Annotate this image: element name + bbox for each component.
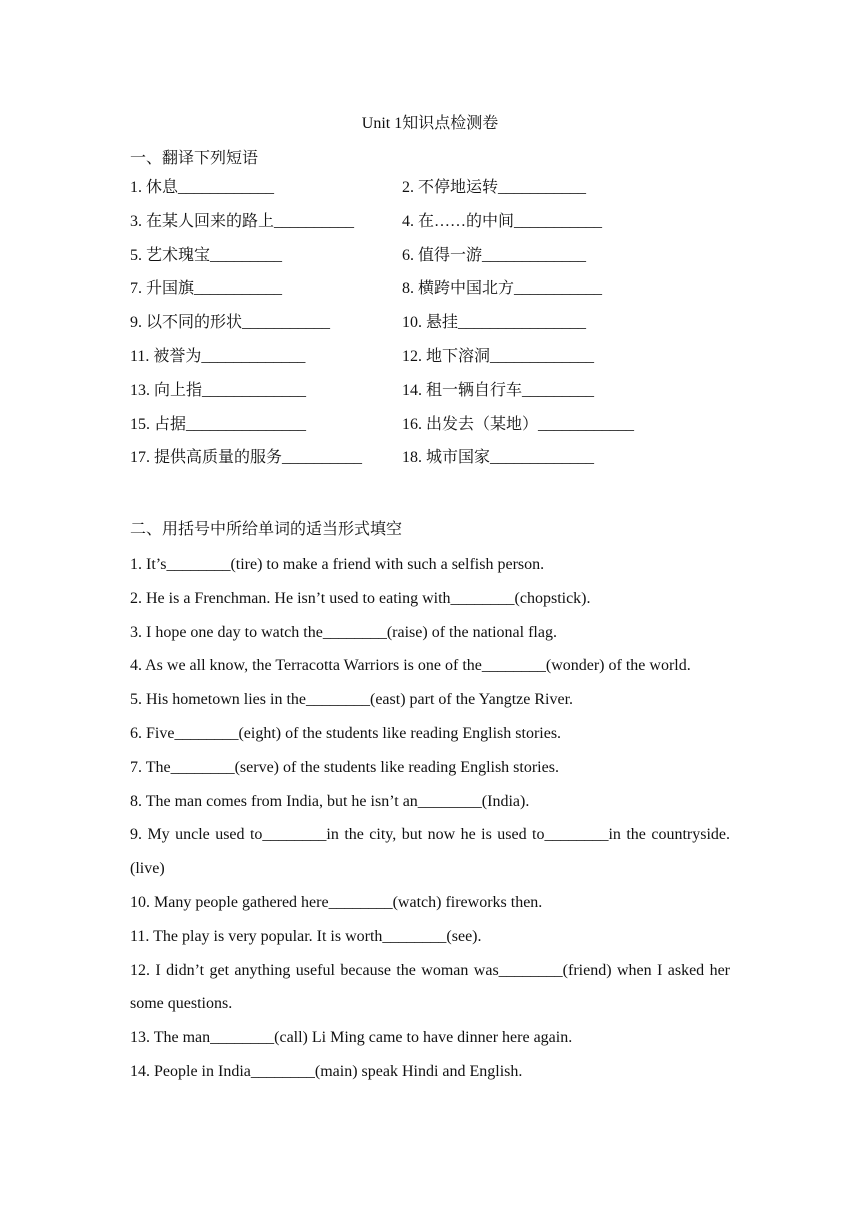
phrase-item: 16. 出发去（某地）____________ — [402, 415, 635, 433]
phrase-item: 5. 艺术瑰宝_________ — [130, 246, 283, 264]
phrase-item: 13. 向上指_____________ — [130, 381, 307, 399]
question-item: 2. He is a Frenchman. He isn’t used to eating with________(chopstick). — [130, 589, 591, 607]
question-item: 9. My uncle used to________in the city, but now he is used to________in the countryside.(live) — [130, 826, 730, 878]
phrase-item: 3. 在某人回来的路上__________ — [130, 212, 355, 230]
phrase-item: 7. 升国旗___________ — [130, 280, 283, 298]
phrase-item: 8. 横跨中国北方___________ — [402, 280, 603, 298]
phrase-item: 15. 占据_______________ — [130, 415, 307, 433]
question-item: 3. I hope one day to watch the________(raise) of the national flag. — [130, 623, 557, 641]
fill-blank-list — [130, 548, 730, 1089]
question-item: 8. The man comes from India, but he isn’t an________(India). — [130, 792, 530, 810]
phrase-translation-grid — [130, 174, 730, 478]
phrase-item: 4. 在……的中间___________ — [402, 212, 603, 230]
page-title: Unit 1知识点检测卷 — [361, 115, 499, 132]
phrase-item: 1. 休息____________ — [130, 179, 275, 196]
phrase-row — [130, 343, 730, 377]
section1-heading: 一、翻译下列短语 — [130, 150, 259, 167]
phrase-item: 17. 提供高质量的服务__________ — [130, 449, 363, 467]
phrase-item: 18. 城市国家_____________ — [402, 449, 595, 467]
phrase-row — [130, 208, 730, 242]
phrase-item: 2. 不停地运转___________ — [402, 179, 587, 196]
phrase-row — [130, 275, 730, 309]
phrase-item: 11. 被誉为_____________ — [130, 347, 306, 365]
phrase-row — [130, 411, 730, 445]
phrase-row — [130, 377, 730, 411]
question-item: 1. It’s________(tire) to make a friend with such a selfish person. — [130, 556, 545, 573]
phrase-item: 12. 地下溶洞_____________ — [402, 347, 595, 365]
question-item: 6. Five________(eight) of the students like reading English stories. — [130, 724, 562, 742]
phrase-item: 9. 以不同的形状___________ — [130, 314, 331, 332]
question-item: 12. I didn’t get anything useful because the woman was________(friend) when I asked her some questions. — [130, 961, 730, 1013]
phrase-item: 6. 值得一游_____________ — [402, 246, 587, 264]
phrase-row — [130, 309, 730, 343]
question-item: 13. The man________(call) Li Ming came to have dinner here again. — [130, 1029, 573, 1047]
phrase-row — [130, 174, 730, 208]
question-item: 5. His hometown lies in the________(east) part of the Yangtze River. — [130, 691, 574, 709]
phrase-row — [130, 242, 730, 276]
question-item: 4. As we all know, the Terracotta Warriors is one of the________(wonder) of the world. — [130, 657, 691, 675]
phrase-row — [130, 444, 730, 478]
question-item: 11. The play is very popular. It is worth________(see). — [130, 927, 482, 945]
phrase-item: 10. 悬挂________________ — [402, 314, 587, 332]
section2-heading: 二、用括号中所给单词的适当形式填空 — [130, 521, 403, 538]
question-item: 10. Many people gathered here________(watch) fireworks then. — [130, 893, 543, 911]
question-item: 14. People in India________(main) speak Hindi and English. — [130, 1062, 523, 1080]
phrase-item: 14. 租一辆自行车_________ — [402, 381, 595, 399]
question-item: 7. The________(serve) of the students like reading English stories. — [130, 758, 559, 776]
